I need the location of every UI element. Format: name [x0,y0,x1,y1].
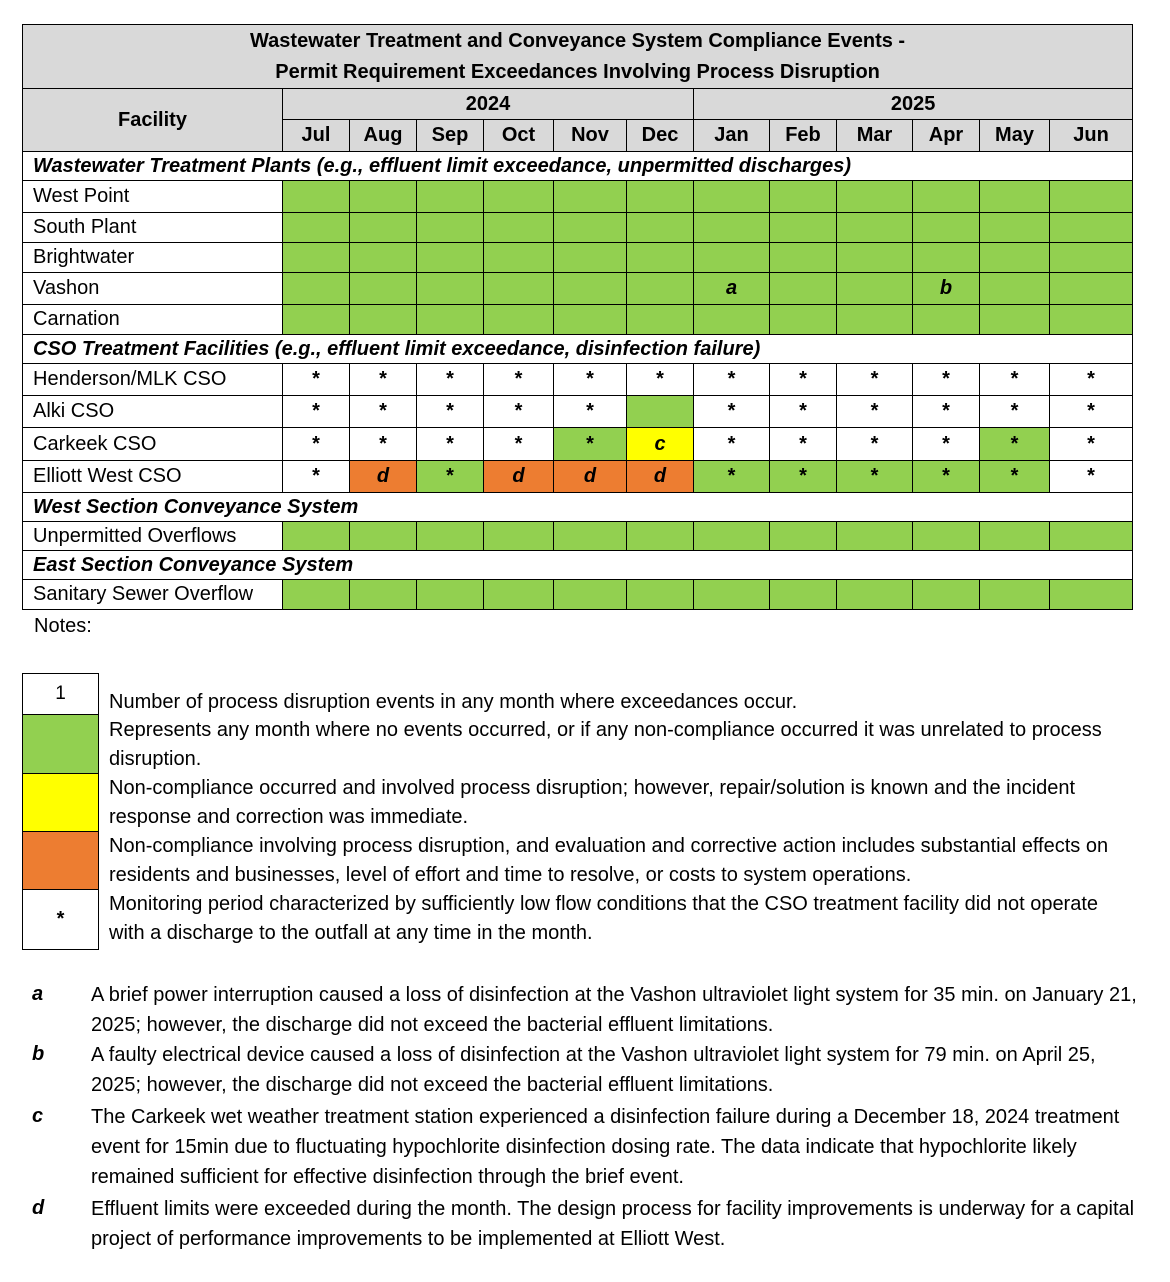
legend-orange-text: Non-compliance involving process disruption, and evaluation and corrective action includes substantial effects on residents and businesses, level of effort and time to resolve, or costs to system operations. [109,835,1109,886]
no-discharge-marker: * [446,368,454,390]
title-line-1: Wastewater Treatment and Conveyance System Compliance Events - [250,29,906,52]
footnote-marker: d [653,465,667,487]
month-header: Jul [283,120,350,152]
notes-label: Notes: [34,615,92,637]
status-cell [770,428,837,461]
status-cell [980,396,1050,428]
status-cell [980,181,1050,213]
status-cell [484,364,554,396]
status-cell [484,461,554,493]
no-discharge-marker: * [379,400,387,422]
status-cell [1050,305,1133,335]
no-discharge-marker: * [870,400,879,422]
facility-name: Elliott West CSO [23,461,283,493]
legend-swatches [22,673,99,950]
no-discharge-marker: * [446,400,454,422]
status-cell [694,428,770,461]
facility-name: Carnation [23,305,283,335]
status-cell [627,181,694,213]
table-row [23,305,1133,335]
status-cell [554,243,627,273]
status-cell [1050,243,1133,273]
status-cell [350,580,417,610]
status-cell [417,181,484,213]
no-discharge-marker: * [312,400,320,422]
section-header-row [23,493,1133,522]
status-cell [770,243,837,273]
table-row [23,396,1133,428]
status-cell [350,181,417,213]
legend-star-text: Monitoring period characterized by sufficiently low flow conditions that the CSO treatment facility did not operate with a discharge to the outfall at any time in the month. [109,893,1099,944]
status-cell [694,181,770,213]
no-discharge-marker: * [942,368,950,390]
month-header: Mar [837,120,913,152]
status-cell [350,273,417,305]
status-cell [417,396,484,428]
facility-name: Vashon [23,273,283,305]
legend-yellow-text: Non-compliance occurred and involved process disruption; however, repair/solution is known and the incident response and correction was immediate. [109,777,1076,828]
status-cell [350,396,417,428]
status-cell [627,243,694,273]
footnote-b-letter: b [32,1043,45,1065]
status-cell [837,213,913,243]
status-cell [837,305,913,335]
month-header: Sep [417,120,484,152]
status-cell [484,580,554,610]
status-cell [627,305,694,335]
status-cell [980,364,1050,396]
status-cell [913,428,980,461]
status-cell [980,428,1050,461]
status-cell [554,213,627,243]
status-cell [1050,181,1133,213]
status-cell [627,364,694,396]
status-cell [770,273,837,305]
legend-yellow-swatch [23,774,99,832]
section-label: West Section Conveyance System [23,493,1133,522]
status-cell [913,522,980,551]
no-discharge-marker: * [799,465,807,487]
status-cell [694,522,770,551]
status-cell [1050,364,1133,396]
status-cell [484,522,554,551]
footnote-marker: b [939,277,953,299]
legend-green-swatch [23,715,99,774]
no-discharge-marker: * [870,368,879,390]
status-cell [350,305,417,335]
table-row [23,461,1133,493]
no-discharge-marker: * [312,432,320,455]
section-label: CSO Treatment Facilities (e.g., effluent limit exceedance, disinfection failure) [23,335,1133,364]
status-cell [837,243,913,273]
status-cell [417,580,484,610]
status-cell [417,522,484,551]
status-cell [554,461,627,493]
status-cell [283,522,350,551]
status-cell [694,305,770,335]
month-header: Feb [770,120,837,152]
status-cell [554,396,627,428]
status-cell [484,305,554,335]
no-discharge-marker: * [514,432,523,455]
status-cell [350,428,417,461]
title-line-2: Permit Requirement Exceedances Involving Process Disruption [275,60,880,83]
no-discharge-marker: * [942,465,950,487]
no-discharge-marker: * [312,465,320,487]
status-cell [837,273,913,305]
status-cell [554,364,627,396]
month-header: Nov [554,120,627,152]
status-cell [837,461,913,493]
status-cell [554,273,627,305]
status-cell [627,461,694,493]
no-discharge-marker: * [656,368,664,390]
status-cell [554,522,627,551]
status-cell [350,213,417,243]
status-cell [283,364,350,396]
legend-number-text: Number of process disruption events in any month where exceedances occur. [109,691,798,713]
year-header-2025: 2025 [694,89,1133,120]
footnote-a-text: A brief power interruption caused a loss of disinfection at the Vashon ultraviolet light system for 35 min. on January 21, 2025; however, the discharge did not exceed the bacterial effluent limitations. [91,984,1137,1036]
facility-name: West Point [23,181,283,213]
footnote-d-letter: d [32,1197,45,1219]
status-cell [283,396,350,428]
no-discharge-marker: * [727,368,736,390]
no-discharge-marker: * [586,432,594,455]
status-cell [694,396,770,428]
status-cell [283,213,350,243]
section-label: East Section Conveyance System [23,551,1133,580]
status-cell [1050,522,1133,551]
status-cell [980,461,1050,493]
status-cell [417,213,484,243]
status-cell [484,243,554,273]
table-row [23,364,1133,396]
status-cell [770,305,837,335]
no-discharge-marker: * [870,432,879,455]
status-cell [913,305,980,335]
status-cell [350,461,417,493]
no-discharge-marker: * [1087,465,1095,487]
month-header: Dec [627,120,694,152]
status-cell [554,428,627,461]
no-discharge-marker: * [942,400,950,422]
no-discharge-marker: * [586,400,594,422]
status-cell [913,181,980,213]
status-cell [913,580,980,610]
table-row [23,243,1133,273]
table-title [23,25,1133,89]
no-discharge-marker: * [514,400,523,422]
footnote-c-text: The Carkeek wet weather treatment station experienced a disinfection failure during a December 18, 2024 treatment event for 15min due to fluctuating hypochlorite disinfection dosing rate. The data indicate that hypochlorite likely remained sufficient for effective disinfection through the brief event. [91,1106,1120,1188]
facility-name: Carkeek CSO [23,428,283,461]
facility-name: Brightwater [23,243,283,273]
status-cell [1050,461,1133,493]
status-cell [627,428,694,461]
status-cell [913,213,980,243]
no-discharge-marker: * [1087,432,1095,455]
status-cell [913,461,980,493]
legend-orange-swatch [23,832,99,890]
facility-name: Alki CSO [23,396,283,428]
status-cell [627,580,694,610]
footnote-marker: a [725,277,738,299]
status-cell [417,428,484,461]
no-discharge-marker: * [379,368,387,390]
status-cell [1050,428,1133,461]
status-cell [350,364,417,396]
month-header: Jan [694,120,770,152]
table-row [23,273,1133,305]
status-cell [770,181,837,213]
status-cell [770,580,837,610]
status-cell [484,213,554,243]
facility-header: Facility [23,89,283,152]
no-discharge-marker: * [446,465,454,487]
status-cell [417,305,484,335]
table-row [23,428,1133,461]
legend-number-swatch: 1 [23,674,99,715]
status-cell [770,213,837,243]
status-cell [1050,396,1133,428]
status-cell [627,213,694,243]
no-discharge-marker: * [727,432,736,455]
status-cell [283,181,350,213]
status-cell [283,305,350,335]
section-label: Wastewater Treatment Plants (e.g., effluent limit exceedance, unpermitted discharges) [23,152,1133,181]
footnote-a-letter: a [32,983,44,1005]
status-cell [837,522,913,551]
no-discharge-marker: * [586,368,594,390]
month-header: Aug [350,120,417,152]
month-header: May [980,120,1050,152]
footnote-c-letter: c [32,1105,44,1127]
status-cell [554,181,627,213]
no-discharge-marker: * [312,368,320,390]
facility-name: Sanitary Sewer Overflow [23,580,283,610]
status-cell [913,273,980,305]
status-cell [837,428,913,461]
status-cell [484,181,554,213]
status-cell [694,213,770,243]
status-cell [283,428,350,461]
status-cell [913,364,980,396]
no-discharge-marker: * [727,400,736,422]
status-cell [417,243,484,273]
status-cell [1050,213,1133,243]
status-cell [554,305,627,335]
status-cell [913,396,980,428]
status-cell [417,364,484,396]
footnote-marker: d [512,465,525,487]
status-cell [283,461,350,493]
status-cell [980,522,1050,551]
no-discharge-marker: * [1010,432,1019,455]
table-body [23,152,1133,610]
status-cell [694,243,770,273]
facility-name: Unpermitted Overflows [23,522,283,551]
status-cell [627,522,694,551]
no-discharge-marker: * [514,368,523,390]
table-row [23,181,1133,213]
footnote-b-text: A faulty electrical device caused a loss of disinfection at the Vashon ultraviolet light system for 79 min. on April 25, 2025; however, the discharge did not exceed the bacterial effluent limitations. [91,1044,1096,1096]
status-cell [837,364,913,396]
footnote-d-text: Effluent limits were exceeded during the month. The design process for facility improvements is underway for a capital project of performance improvements to be implemented at Elliott West. [91,1198,1135,1250]
section-header-row [23,152,1133,181]
no-discharge-marker: * [446,432,454,455]
legend-green-text: Represents any month where no events occurred, or if any non-compliance occurred it was unrelated to process disruption. [109,719,1102,770]
status-cell [283,273,350,305]
status-cell [980,273,1050,305]
table-row [23,580,1133,610]
status-cell [1050,273,1133,305]
no-discharge-marker: * [1087,368,1095,390]
status-cell [980,580,1050,610]
status-cell [484,273,554,305]
status-cell [694,461,770,493]
no-discharge-marker: * [870,465,879,487]
status-cell [554,580,627,610]
facility-name: Henderson/MLK CSO [23,364,283,396]
status-cell [980,213,1050,243]
no-discharge-marker: * [727,465,736,487]
footnote-marker: d [376,465,390,487]
status-cell [770,396,837,428]
status-cell [417,273,484,305]
status-cell [770,522,837,551]
facility-name: South Plant [23,213,283,243]
legend-star-swatch: * [23,890,99,950]
table-row [23,213,1133,243]
compliance-events-table [22,24,1133,610]
no-discharge-marker: * [942,432,950,455]
table-row [23,522,1133,551]
no-discharge-marker: * [799,400,807,422]
footnote-marker: d [583,465,597,487]
no-discharge-marker: * [1087,400,1095,422]
month-header: Oct [484,120,554,152]
status-cell [283,243,350,273]
status-cell [837,181,913,213]
status-cell [694,364,770,396]
status-cell [417,461,484,493]
status-cell [694,580,770,610]
status-cell [627,396,694,428]
month-header: Apr [913,120,980,152]
status-cell [484,428,554,461]
status-cell [283,580,350,610]
status-cell [350,243,417,273]
month-header: Jun [1050,120,1133,152]
section-header-row [23,335,1133,364]
no-discharge-marker: * [1010,400,1019,422]
status-cell [627,273,694,305]
status-cell [837,396,913,428]
status-cell [980,243,1050,273]
status-cell [837,580,913,610]
year-header-2024: 2024 [283,89,694,120]
footnote-marker: c [654,432,666,455]
status-cell [484,396,554,428]
no-discharge-marker: * [1010,465,1019,487]
no-discharge-marker: * [379,432,387,455]
status-cell [980,305,1050,335]
status-cell [913,243,980,273]
status-cell [770,364,837,396]
status-cell [1050,580,1133,610]
no-discharge-marker: * [799,368,807,390]
no-discharge-marker: * [1010,368,1019,390]
no-discharge-marker: * [799,432,807,455]
status-cell [770,461,837,493]
status-cell [694,273,770,305]
section-header-row [23,551,1133,580]
status-cell [350,522,417,551]
